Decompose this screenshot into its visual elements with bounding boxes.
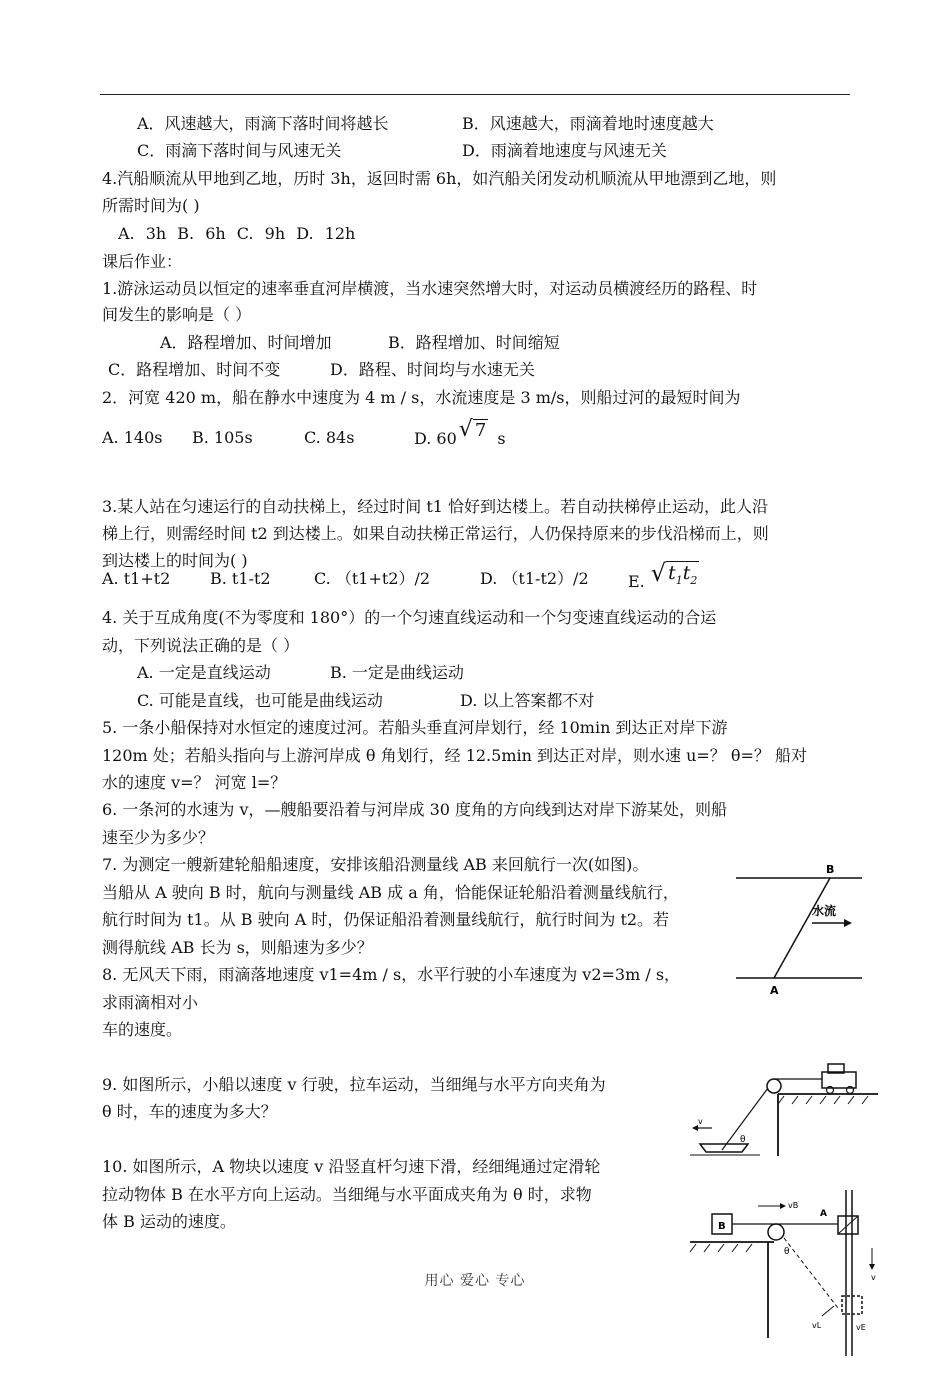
q3-t1: t <box>668 562 676 584</box>
top-option-a: A．风速越大，雨滴下落时间将越长 <box>137 114 389 133</box>
q8-line2: 求雨滴相对小 <box>102 993 199 1012</box>
q3-option-b: B. t1-t2 <box>210 569 271 588</box>
q5-line3: 水的速度 v=？ 河宽 l=？ <box>102 773 287 792</box>
q4-option-c: C. 可能是直线，也可能是曲线运动 <box>137 691 383 710</box>
q3-line2: 梯上行，则需经时间 t2 到达楼上。如果自动扶梯正常运行，人仍保持原来的步伐沿梯而上，则 <box>102 524 769 543</box>
q7-line2: 当船从 A 驶向 B 时，航向与测量线 AB 成 a 角，恰能保证轮船沿着测量线航行， <box>102 883 679 902</box>
q2-option-c: C. 84s <box>304 428 355 447</box>
q9-line1: 9. 如图所示，小船以速度 v 行驶，拉车运动，当细绳与水平方向夹角为 <box>102 1075 606 1094</box>
q4-option-a: A. 一定是直线运动 <box>137 663 271 682</box>
boat-car-figure <box>688 1060 878 1160</box>
q3-s2: 2 <box>690 573 698 587</box>
river-label-b: B <box>826 863 835 876</box>
block-label-b: B <box>718 1221 726 1232</box>
block-label-ve: vE <box>856 1323 866 1332</box>
q5-line1: 5. 一条小船保持对水恒定的速度过河。若船头垂直河岸划行，经 10min 到达正对岸下游 <box>102 718 728 737</box>
river-label-flow: 水流 <box>812 904 837 918</box>
q1-option-d: D．路程、时间均与水速无关 <box>330 360 535 379</box>
q1-line1: 1.游泳运动员以恒定的速率垂直河岸横渡，当水速突然增大时，对运动员横渡经历的路程、时 <box>102 279 758 298</box>
q4pre-line1: 4.汽船顺流从甲地到乙地，历时 3h，返回时需 6h，如汽船关闭发动机顺流从甲地漂到乙地，则 <box>102 169 777 188</box>
q3-option-a: A. t1+t2 <box>102 569 171 588</box>
q5-line2: 120m 处；若船头指向与上游河岸成 θ 角划行，经 12.5min 到达正对岸，则水速 u=？ θ=？ 船对 <box>102 746 808 765</box>
q8-line1: 8. 无风天下雨，雨滴落地速度 v1=4m / s，水平行驶的小车速度为 v2=3m / s， <box>102 965 681 984</box>
top-option-c: C．雨滴下落时间与风速无关 <box>137 141 342 160</box>
q3-option-e-prefix: E. <box>628 572 645 591</box>
q3-t2: t <box>682 562 691 584</box>
boat-label-v: v <box>698 1117 703 1126</box>
q7-line1: 7. 为测定一艘新建轮船船速度，安排该船沿测量线 AB 来回航行一次(如图)。 <box>102 855 649 874</box>
q4-line1: 4. 关于互成角度(不为零度和 180°）的一个匀速直线运动和一个匀变速直线运动的合运 <box>102 608 717 627</box>
pulley <box>767 1079 781 1093</box>
river-label-a: A <box>770 984 779 997</box>
car-body <box>822 1072 856 1088</box>
q1-option-c: C．路程增加、时间不变 <box>108 360 281 379</box>
q3-option-e <box>628 559 699 599</box>
q3-line3: 到达楼上的时间为( ) <box>102 551 248 570</box>
q4-option-d: D. 以上答案都不对 <box>460 691 595 710</box>
q2-option-a: A. 140s <box>102 428 163 447</box>
q6-line2: 速至少为多少？ <box>102 828 215 847</box>
q3-s1: 1 <box>675 573 683 587</box>
q4-option-b: B. 一定是曲线运动 <box>330 663 464 682</box>
q10-line1: 10. 如图所示，A 物块以速度 v 沿竖直杆匀速下滑，经细绳通过定滑轮 <box>102 1157 601 1176</box>
block-label-a: A <box>820 1209 827 1219</box>
sqrt-symbol: √ <box>650 559 667 587</box>
q3-line1: 3.某人站在匀速运行的自动扶梯上，经过时间 t1 恰好到达楼上。若自动扶梯停止运动，此人沿 <box>102 497 769 516</box>
q2-option-d <box>414 417 506 449</box>
q2-option-d-prefix: D. 60 <box>414 429 457 448</box>
q7-line3: 航行时间为 t1。从 B 驶向 A 时，仍保证船沿着测量线航行，航行时间为 t2。若 <box>102 910 670 929</box>
block-label-vl: vL <box>812 1321 822 1330</box>
q2-option-d-radicand: 7 <box>474 420 487 441</box>
q4-line2: 动，下列说法正确的是（ ） <box>102 636 300 655</box>
block-label-theta: θ <box>784 1247 790 1257</box>
header-rule <box>100 94 850 95</box>
pulley <box>768 1224 784 1240</box>
q1-option-b: B．路程增加、时间缩短 <box>388 333 560 352</box>
q8-line3: 车的速度。 <box>102 1020 183 1039</box>
q2-option-d-unit: s <box>497 429 506 448</box>
flow-arrowhead <box>844 919 852 927</box>
q1-option-a: A．路程增加、时间增加 <box>160 333 332 352</box>
river-crossing-figure <box>734 860 864 1000</box>
sqrt-symbol: √ <box>458 417 473 442</box>
top-option-b: B．风速越大，雨滴着地时速度越大 <box>462 114 714 133</box>
top-option-d: D．雨滴着地速度与风速无关 <box>462 141 667 160</box>
q1-line2: 间发生的影响是（ ） <box>102 305 252 324</box>
q2-option-b: B. 105s <box>192 428 253 447</box>
q3-option-d: D. （t1-t2）/2 <box>480 569 589 588</box>
q10-line2: 拉动物体 B 在水平方向上运动。当细绳与水平面成夹角为 θ 时，求物 <box>102 1185 592 1204</box>
q6-line1: 6. 一条河的水速为 v，—艘船要沿着与河岸成 30 度角的方向线到达对岸下游某处，则船 <box>102 800 728 819</box>
q3-option-c: C. （t1+t2）/2 <box>314 569 431 588</box>
boat-label-theta: θ <box>740 1135 746 1145</box>
q4pre-line2: 所需时间为( ) <box>102 196 200 215</box>
section-title: 课后作业： <box>102 252 183 271</box>
block-label-vb: vB <box>788 1201 799 1210</box>
q7-line4: 测得航线 AB 长为 s，则船速为多少？ <box>102 938 373 957</box>
page-footer: 用心 爱心 专心 <box>424 1273 526 1289</box>
q2-line1: 2．河宽 420 m，船在静水中速度为 4 m / s，水流速度是 3 m/s，则船过河的最短时间为 <box>102 388 741 407</box>
block-label-v: v <box>871 1273 876 1282</box>
q10-line3: 体 B 运动的速度。 <box>102 1212 236 1231</box>
q4pre-options: A. 3h B. 6h C. 9h D. 12h <box>118 224 356 243</box>
q3-option-e-radicand <box>666 561 699 587</box>
q9-line2: θ 时，车的速度为多大？ <box>102 1102 277 1121</box>
